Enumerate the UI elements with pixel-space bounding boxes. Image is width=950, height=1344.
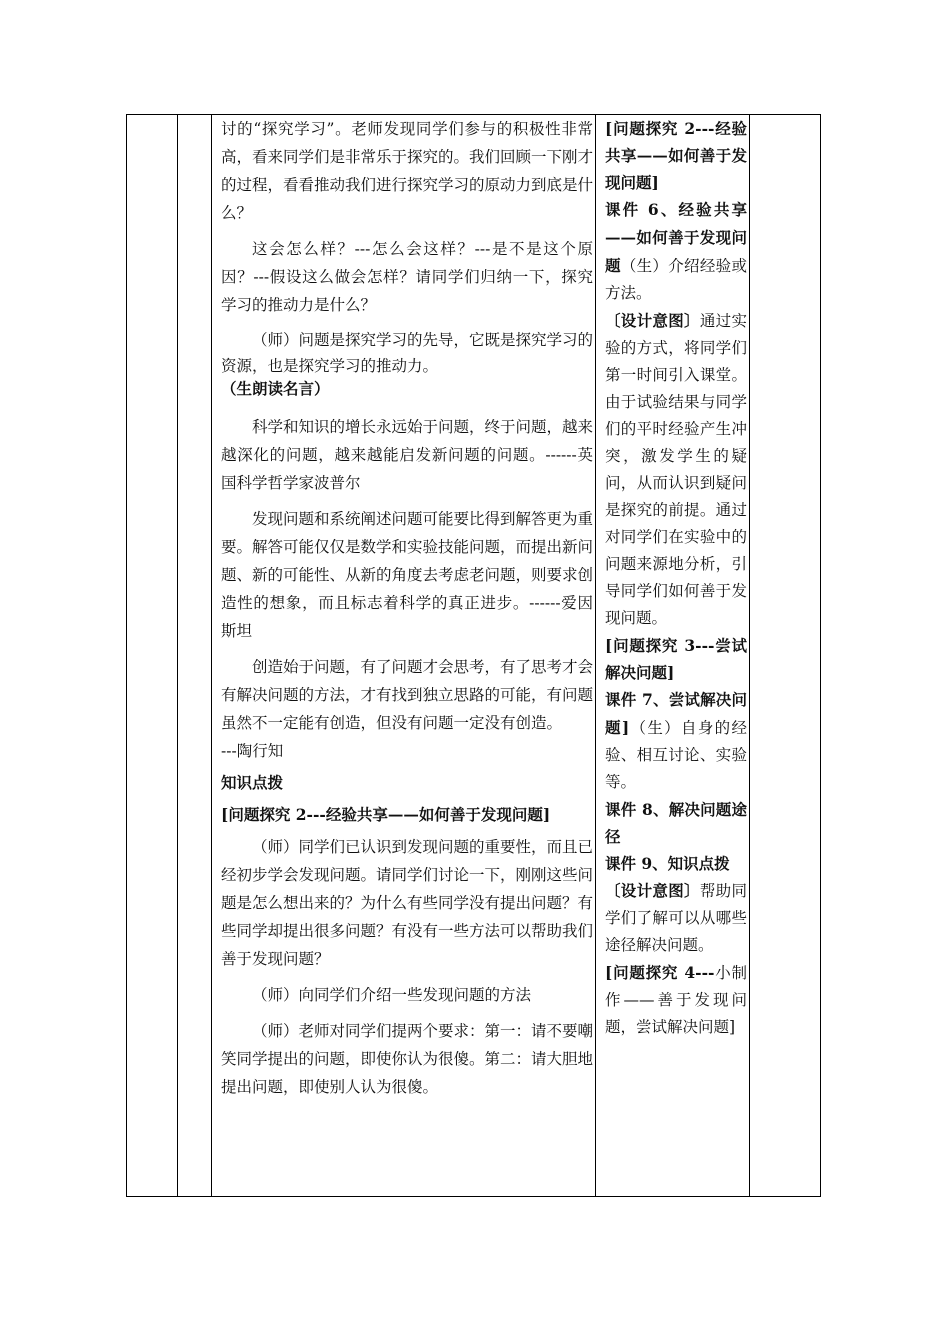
note: [问题探究 3---尝试解决问题]	[605, 636, 747, 682]
column-divider	[211, 115, 212, 1196]
paragraph: 这会怎么样？---怎么会这样？---是不是这个原因？---假设这么做会怎样？请同学们归纳一下，探究学习的推动力是什么？	[221, 240, 593, 314]
quote-popper: 科学和知识的增长永远始于问题，终于问题，越来越深化的问题，越来越能启发新问题的问题。------英国科学哲学家波普尔	[221, 418, 594, 492]
section-heading: 知识点拨	[221, 773, 284, 792]
quote-einstein: 发现问题和系统阐述问题可能要比得到解答更为重要。解答可能仅仅是数学和实验技能问题，而提出新问题、新的可能性、从新的角度去考虑老问题，则要求创造性的想象，而且标志着科学的真正进步。------爱因斯坦	[221, 510, 594, 640]
lesson-table	[126, 114, 821, 1197]
teaching-process-cell	[221, 115, 593, 1101]
note: 课件 6、经验共享——如何善于发现问题（生）介绍经验或方法。	[605, 200, 747, 302]
paragraph: （师）向同学们介绍一些发现问题的方法	[252, 986, 532, 1004]
note: 课件 9、知识点拨	[605, 854, 730, 873]
note: [问题探究 2---经验共享——如何善于发现问题]	[605, 119, 747, 192]
quote-author: ---陶行知	[221, 742, 284, 760]
paragraph: （师）老师对同学们提两个要求：第一：请不要嘲笑同学提出的问题，即使你认为很傻。第二：请大胆地提出问题，即使别人认为很傻。	[221, 1022, 594, 1096]
paragraph: （师）问题是探究学习的先导，它既是探究学习的资源，也是探究学习的推动力。	[221, 331, 594, 375]
note: [问题探究 4---小制作——善于发现问题，尝试解决问题]	[605, 963, 747, 1036]
note: 课件 7、尝试解决问题]（生）自身的经验、相互讨论、实验等。	[605, 690, 747, 791]
column-divider	[749, 115, 750, 1196]
quote-tao: 创造始于问题，有了问题才会思考，有了思考才会有解决问题的方法，才有找到独立思路的可能，有问题虽然不一定能有创造，但没有问题一定没有创造。	[221, 658, 594, 732]
column-divider	[595, 115, 596, 1196]
section-heading: [问题探究 2---经验共享——如何善于发现问题]	[221, 805, 551, 824]
paragraph: 讨的“探究学习”。老师发现同学们参与的积极性非常高，看来同学们是非常乐于探究的。我们回顾一下刚才的过程，看看推动我们进行探究学习的原动力到底是什么？	[221, 120, 594, 222]
paragraph: （师）同学们已认识到发现问题的重要性，而且已经初步学会发现问题。请同学们讨论一下，刚刚这些问题是怎么想出来的？为什么有些同学没有提出问题？有些同学却提出很多问题？有没有一些方法可以帮助我们善于发现问题？	[221, 838, 594, 968]
note: 〔设计意图〕通过实验的方式，将同学们第一时间引入课堂。由于试验结果与同学们的平时经验产生冲突，激发学生的疑问，从而认识到疑问是探究的前提。通过对同学们在实验中的问题来源地分析，引导同学们如何善于发现问题。	[605, 311, 747, 627]
section-heading: （生朗读名言）	[221, 379, 330, 398]
note: 〔设计意图〕帮助同学们了解可以从哪些途径解决问题。	[605, 881, 747, 954]
design-notes-cell	[605, 115, 747, 1041]
note: 课件 8、解决问题途径	[605, 800, 747, 846]
column-divider	[177, 115, 178, 1196]
